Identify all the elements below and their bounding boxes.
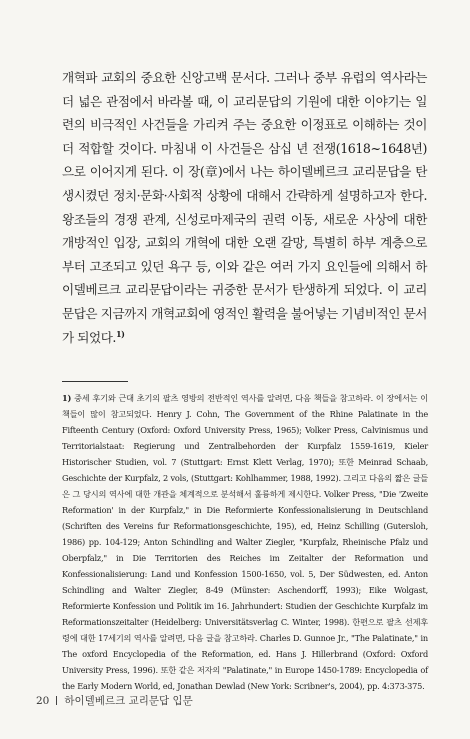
footnote-number: 1) [62,393,72,403]
footnote-reference: 1) [115,328,125,339]
body-text [62,66,427,349]
page-number: 20 [36,695,50,707]
footnote-entry [62,390,428,694]
page-footer [36,693,193,708]
footnote [62,390,428,694]
footnote-text: 중세 후기와 근대 초기의 팔츠 영방의 전반적인 역사를 알려면, 다음 책들을 참고하라. 이 장에서는 이 책들이 많이 참고되었다. Henry J. Cohn, The Government of the Rhine Palatinate in the Fifteenth Century (Oxford: Oxford University Press, 1965); Volker Press, Calvinismus und Territorialstaat: Regierung und Zentralbehorden der Kurpfalz 1559-1619, Kieler Historischer Studien, vol. 7 (Stuttgart: Ernst Klett Verlag, 1970); 또한 Meinrad Schaab, Geschichte der Kurpfalz, 2 vols, (Stuttgart: Kohlhammer, 1988, 1992). 그리고 다음의 짧은 글들은 그 당시의 역사에 대한 개관을 체계적으로 분석해서 훌륭하게 제시한다. Volker Press, "Die 'Zweite Reformation' in der Kurpfalz," in Die Reformierte Konfessionalisierung in Deutschland (Schriften des Vereins fur Reformationsgeschichte, 195), ed, Heinz Schilling (Gutersloh, 1986) pp. 104-129; Anton Schindling and Walter Ziegler, "Kurpfalz, Rheinische Pfalz und Oberpfalz," in Die Territorien des Reiches im Zeitalter der Reformation und Konfessionalisierung: Land und Konfession 1500-1650, vol. 5, Der Südwesten, ed. Anton Schindling and Walter Ziegler, 8-49 (Münster: Aschendorff, 1993); Eike Wolgast, Reformierte Konfession und Politik im 16. Jahrhundert: Studien der Geschichte Kurpfalz im Reformationszeitalter (Heidelberg: Universitätsverlag C. Winter, 1998). 한편으로 팔츠 선제후령에 대한 17세기의 역사를 알려면, 다음 글을 참고하라. Charles D. Gunnoe Jr., "The Palatinate," in The oxford Encyclopedia of the Reformation, ed. Hans J. Hillerbrand (Oxford: Oxford University Press, 1996). 또한 같은 저자의 "Palatinate," in Europe 1450-1789: Encyclopedia of the Early Modern World, ed, Jonathan Dewlad (New York: Scribner's, 2004), pp. 4:373-375. [62,393,429,691]
paragraph-text: 개혁파 교회의 중요한 신앙고백 문서다. 그러나 중부 유럽의 역사라는 더 넓은 관점에서 바라볼 때, 이 교리문답의 기원에 대한 이야기는 일련의 비극적인 사건들을 가리켜 주는 중요한 이정표로 이해하는 것이 더 적합할 것이다. 마침내 이 사건들은 삼십 년 전쟁(1618~1648년)으로 이어지게 된다. 이 장(章)에서 나는 하이델베르크 교리문답을 탄생시켰던 정치·문화·사회적 상황에 대해서 간략하게 설명하고자 한다. 왕조들의 경쟁 관계, 신성로마제국의 권력 이동, 새로운 사상에 대한 개방적인 입장, 교회의 개혁에 대한 오랜 갈망, 특별히 하부 계층으로부터 고조되고 있던 욕구 등, 이와 같은 여러 가지 요인들에 의해서 하이델베르크 교리문답이라는 귀중한 문서가 탄생하게 되었다. 이 교리문답은 지금까지 개혁교회에 영적인 활력을 불어넣는 기념비적인 문서가 되었다. [62,70,427,345]
footer-separator [56,696,57,705]
footnote-divider [62,381,128,382]
running-title: 하이델베르크 교리문답 입문 [64,695,193,707]
body-paragraph [62,66,427,349]
